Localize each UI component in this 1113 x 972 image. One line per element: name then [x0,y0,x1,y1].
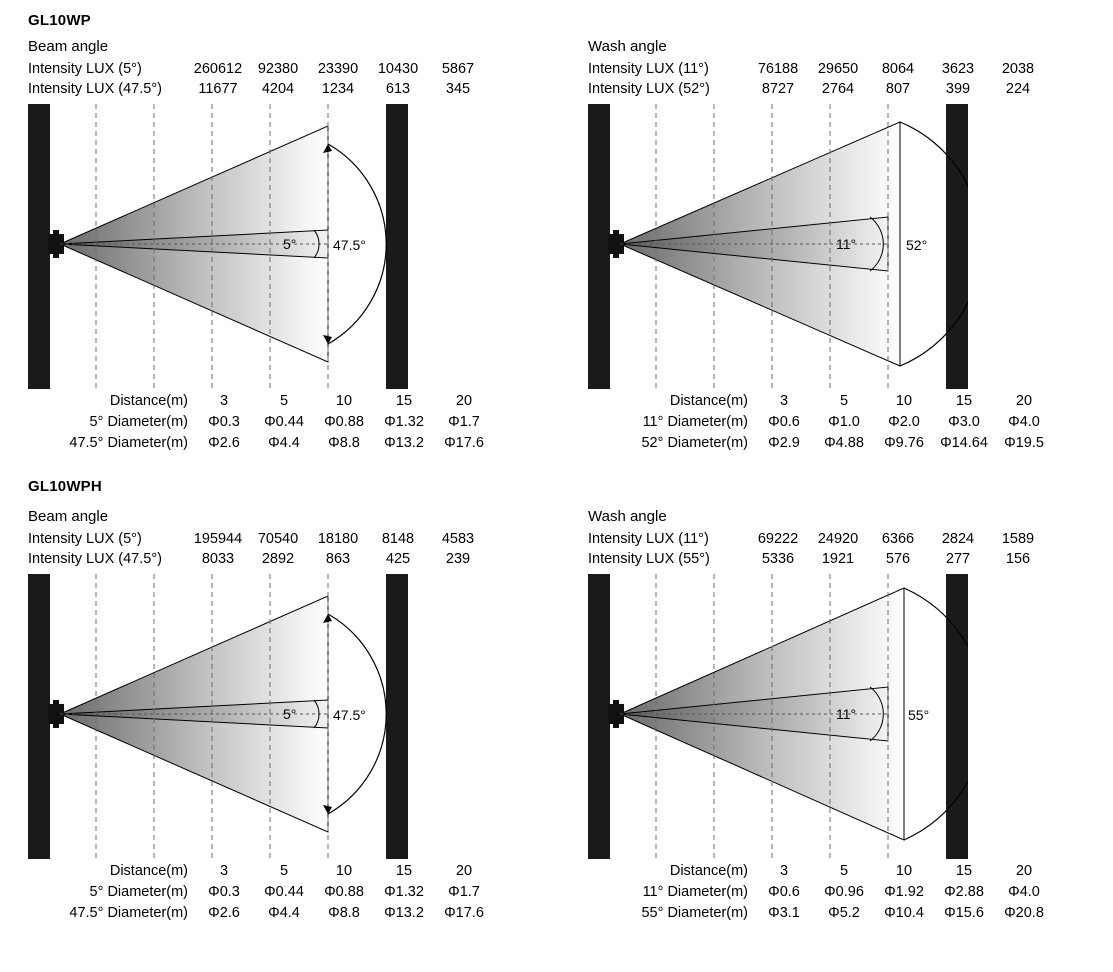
intensity-label: Intensity LUX (11°) [588,531,709,547]
table-row [28,863,494,884]
beam-diagram [28,104,408,389]
row-label: Distance(m) [669,393,748,409]
cell: Φ3.0 [948,414,980,430]
cell: Φ4.0 [1008,884,1040,900]
distance-table [28,863,494,926]
intensity-header [28,61,494,101]
cell: Φ4.4 [268,905,300,921]
row-values [194,905,494,921]
intensity-label: Intensity LUX (52°) [588,81,710,97]
intensity-value: 70540 [257,531,299,547]
intensity-value: 18180 [317,531,359,547]
cell: Φ2.88 [944,884,984,900]
cell: 3 [219,393,229,409]
intensity-values [188,551,488,567]
intensity-value: 23390 [317,61,359,77]
intensity-value: 10430 [377,61,419,77]
intensity-value: 277 [945,551,971,567]
cell: 5 [839,863,849,879]
cell: 10 [335,863,353,879]
intensity-row [588,61,1054,81]
intensity-value: 2764 [821,81,855,97]
panel-title: Beam angle [28,38,109,55]
cell: 15 [955,393,973,409]
beam-diagram [588,104,968,389]
table-row [588,393,1054,414]
cell: 3 [779,393,789,409]
beam-diagram [588,574,968,859]
intensity-value: 5336 [761,551,795,567]
distance-table [588,393,1054,456]
intensity-value: 807 [885,81,911,97]
cell: Φ1.32 [384,884,424,900]
panel-gl10wph-beam [28,508,494,926]
intensity-row [588,531,1054,551]
outer-angle-label: 55° [908,707,930,723]
intensity-value: 5867 [441,61,475,77]
row-label: 47.5° Diameter(m) [69,435,188,451]
intensity-label: Intensity LUX (47.5°) [28,81,162,97]
panel-gl10wp-wash [588,38,1054,456]
table-row [588,863,1054,884]
row-label: 11° Diameter(m) [642,884,748,900]
row-values [194,884,494,900]
cell: Φ2.6 [208,435,240,451]
intensity-value: 345 [445,81,471,97]
cell: Φ0.6 [768,884,800,900]
frame-right [386,574,408,859]
intensity-value: 4583 [441,531,475,547]
intensity-label: Intensity LUX (55°) [588,551,710,567]
cell: Φ20.8 [1004,905,1044,921]
intensity-value: 76188 [757,61,799,77]
intensity-value: 92380 [257,61,299,77]
intensity-label: Intensity LUX (47.5°) [28,551,162,567]
cell: Φ2.9 [768,435,800,451]
row-label: Distance(m) [669,863,748,879]
table-row [588,414,1054,435]
intensity-value: 224 [1005,81,1031,97]
cell: Φ0.3 [208,884,240,900]
distance-table [588,863,1054,926]
table-row [28,393,494,414]
panel-gl10wp-beam [28,38,494,456]
cell: Φ10.4 [884,905,924,921]
table-row [28,414,494,435]
intensity-values [748,61,1048,77]
frame-right [386,104,408,389]
cell: Φ1.92 [884,884,924,900]
row-values [754,884,1054,900]
cell: Φ0.3 [208,414,240,430]
cell: 20 [1015,393,1033,409]
cell: Φ1.32 [384,414,424,430]
intensity-value: 29650 [817,61,859,77]
frame-left [588,574,610,859]
intensity-value: 863 [325,551,351,567]
row-values [754,435,1054,451]
intensity-value: 2824 [941,531,975,547]
intensity-value: 8148 [381,531,415,547]
frame-right [946,104,968,389]
cell: 10 [895,393,913,409]
cell: Φ0.6 [768,414,800,430]
inner-angle-label: 11° [836,236,857,252]
distance-table [28,393,494,456]
panel-gl10wph-wash [588,508,1054,926]
intensity-value: 156 [1005,551,1031,567]
frame-left [28,574,50,859]
model-name: GL10WPH [28,478,102,495]
cell: 5 [839,393,849,409]
row-label: 55° Diameter(m) [641,905,748,921]
intensity-row [28,61,494,81]
frame-right [946,574,968,859]
outer-angle-label: 47.5° [333,707,366,723]
cell: Φ1.7 [448,884,480,900]
intensity-value: 425 [385,551,411,567]
beam-diagram [28,574,408,859]
table-row [28,905,494,926]
cell: Φ0.88 [324,414,364,430]
cell: 3 [219,863,229,879]
panel-title: Wash angle [588,38,667,55]
intensity-value: 8727 [761,81,795,97]
row-values [754,414,1054,430]
table-row [588,905,1054,926]
row-values [754,393,1054,409]
panel-title: Wash angle [588,508,667,525]
intensity-values [748,81,1048,97]
row-label: 5° Diameter(m) [89,414,188,430]
cell: Φ1.7 [448,414,480,430]
intensity-row [28,81,494,101]
cell: 20 [1015,863,1033,879]
section-title-gl10wph [28,478,102,495]
inner-angle-label: 5° [283,236,297,252]
cell: Φ9.76 [884,435,924,451]
intensity-values [188,81,488,97]
cell: Φ5.2 [828,905,860,921]
intensity-values [188,531,488,547]
frame-left [588,104,610,389]
intensity-value: 24920 [817,531,859,547]
intensity-value: 1234 [321,81,355,97]
cell: Φ0.44 [264,414,304,430]
intensity-value: 1589 [1001,531,1035,547]
intensity-values [188,61,488,77]
outer-angle-label: 47.5° [333,237,366,253]
intensity-label: Intensity LUX (5°) [28,61,142,77]
row-label: 52° Diameter(m) [641,435,748,451]
intensity-header [588,61,1054,101]
intensity-label: Intensity LUX (5°) [28,531,142,547]
row-values [194,393,494,409]
intensity-header [588,531,1054,571]
row-label: 47.5° Diameter(m) [69,905,188,921]
panel-title: Beam angle [28,508,109,525]
inner-angle-label: 11° [836,706,857,722]
intensity-value: 69222 [757,531,799,547]
intensity-value: 576 [885,551,911,567]
intensity-row [28,531,494,551]
cell: Φ0.88 [324,884,364,900]
row-label: 11° Diameter(m) [642,414,748,430]
cell: 20 [455,863,473,879]
cell: 20 [455,393,473,409]
model-name: GL10WP [28,12,91,29]
intensity-value: 239 [445,551,471,567]
table-row [28,435,494,456]
intensity-value: 8064 [881,61,915,77]
row-label: Distance(m) [109,863,188,879]
intensity-value: 260612 [193,61,243,77]
cell: Φ8.8 [328,435,360,451]
cell: Φ15.6 [944,905,984,921]
intensity-row [28,551,494,571]
table-row [588,435,1054,456]
cell: 10 [895,863,913,879]
row-values [194,863,494,879]
intensity-value: 2038 [1001,61,1035,77]
cell: 5 [279,393,289,409]
inner-angle-label: 5° [283,706,297,722]
intensity-header [28,531,494,571]
intensity-value: 6366 [881,531,915,547]
cell: 15 [395,393,413,409]
intensity-value: 613 [385,81,411,97]
section-title-gl10wp [28,12,91,29]
intensity-value: 4204 [261,81,295,97]
cell: Φ17.6 [444,905,484,921]
cell: Φ2.0 [888,414,920,430]
intensity-label: Intensity LUX (11°) [588,61,709,77]
outer-angle-label: 52° [906,237,928,253]
row-values [194,435,494,451]
cell: Φ19.5 [1004,435,1044,451]
cell: Φ0.96 [824,884,864,900]
intensity-value: 8033 [201,551,235,567]
intensity-value: 399 [945,81,971,97]
row-label: Distance(m) [109,393,188,409]
cell: Φ14.64 [940,435,988,451]
cell: 5 [279,863,289,879]
intensity-value: 11677 [198,81,238,97]
cell: Φ4.88 [824,435,864,451]
row-values [754,863,1054,879]
cell: Φ8.8 [328,905,360,921]
intensity-values [748,551,1048,567]
cell: Φ3.1 [768,905,800,921]
row-values [194,414,494,430]
cell: Φ2.6 [208,905,240,921]
intensity-value: 195944 [193,531,243,547]
cell: Φ4.4 [268,435,300,451]
table-row [28,884,494,905]
cell: Φ17.6 [444,435,484,451]
intensity-value: 3623 [941,61,975,77]
intensity-row [588,81,1054,101]
intensity-values [748,531,1048,547]
frame-left [28,104,50,389]
table-row [588,884,1054,905]
cell: 15 [395,863,413,879]
cell: Φ1.0 [828,414,860,430]
row-values [754,905,1054,921]
cell: 15 [955,863,973,879]
cell: 3 [779,863,789,879]
cell: Φ13.2 [384,435,424,451]
intensity-value: 2892 [261,551,295,567]
cell: Φ4.0 [1008,414,1040,430]
intensity-value: 1921 [821,551,855,567]
intensity-row [588,551,1054,571]
cell: Φ0.44 [264,884,304,900]
row-label: 5° Diameter(m) [89,884,188,900]
cell: 10 [335,393,353,409]
cell: Φ13.2 [384,905,424,921]
